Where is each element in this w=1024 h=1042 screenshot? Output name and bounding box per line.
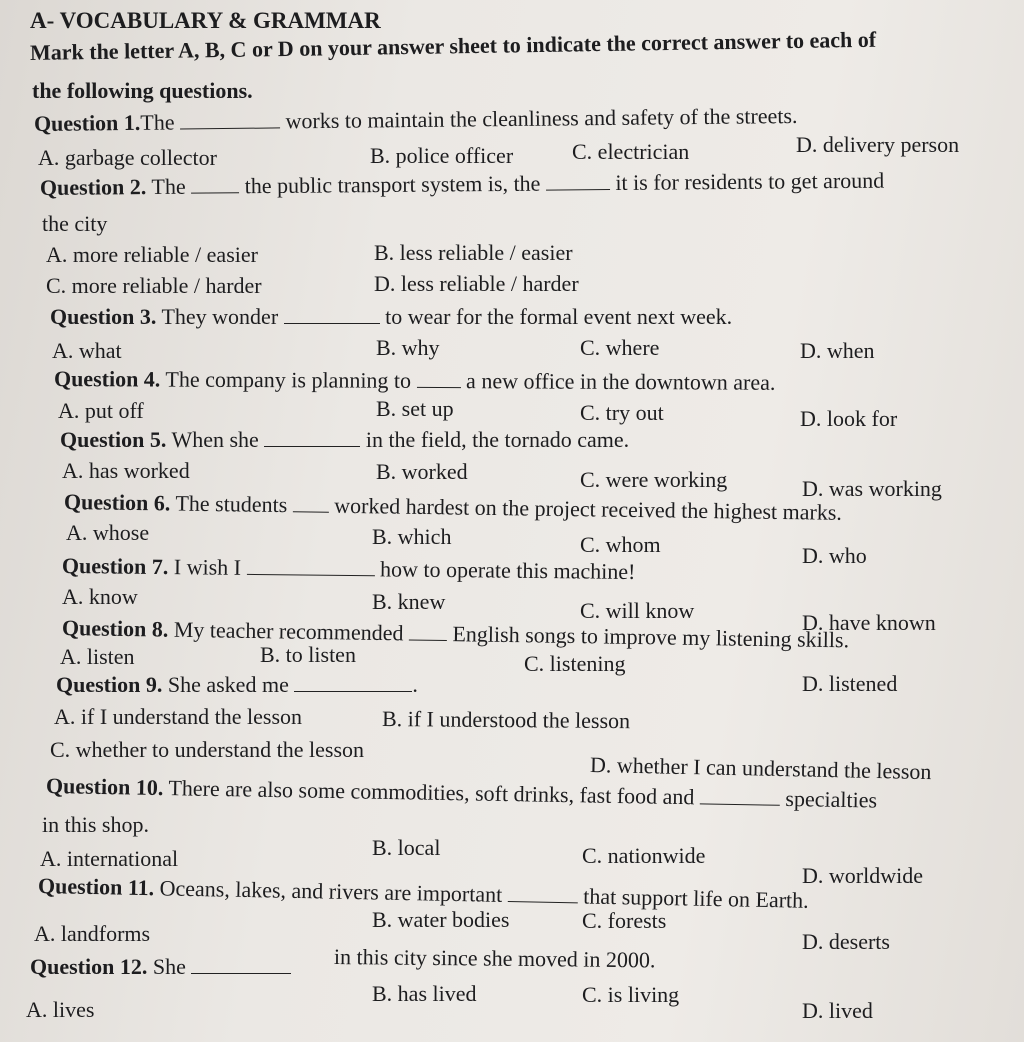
- option-b[interactable]: B. worked: [376, 459, 468, 484]
- answer-blank[interactable]: [294, 673, 412, 692]
- question-9: [56, 672, 418, 698]
- option-a[interactable]: A. landforms: [34, 921, 151, 946]
- question-label: Question 1.: [33, 109, 141, 136]
- answer-blank[interactable]: [508, 883, 578, 903]
- answer-blank[interactable]: [700, 785, 780, 805]
- option-a[interactable]: A. whose: [66, 520, 150, 545]
- answer-blank[interactable]: [546, 171, 610, 191]
- question-text-before: She: [152, 954, 186, 979]
- question-12-after: in this city since she moved in 2000.: [333, 944, 656, 973]
- question-text-mid: the public transport system is, the: [244, 170, 541, 199]
- question-4: [54, 366, 776, 396]
- option-d[interactable]: D. when: [800, 338, 875, 363]
- answer-blank[interactable]: [409, 621, 447, 641]
- question-text-after: that support life on Earth.: [583, 883, 809, 913]
- question-label: Question 9.: [56, 672, 163, 697]
- option-c[interactable]: C. nationwide: [582, 843, 706, 868]
- answer-blank[interactable]: [191, 174, 239, 193]
- answer-blank[interactable]: [191, 955, 291, 974]
- section-title: A- VOCABULARY & GRAMMAR: [30, 8, 381, 33]
- answer-blank[interactable]: [180, 109, 280, 129]
- option-b[interactable]: B. set up: [376, 396, 454, 421]
- question-label: Question 8.: [61, 615, 169, 642]
- answer-blank[interactable]: [293, 493, 329, 513]
- option-c[interactable]: C. listening: [524, 651, 626, 676]
- option-d[interactable]: D. look for: [800, 406, 898, 431]
- question-5: [60, 427, 629, 453]
- option-b[interactable]: B. why: [376, 335, 440, 360]
- question-2-continuation: the city: [42, 211, 108, 236]
- option-a[interactable]: A. what: [52, 338, 122, 363]
- question-label: Question 11.: [37, 873, 155, 901]
- option-d[interactable]: D. delivery person: [796, 132, 960, 157]
- option-b[interactable]: B. water bodies: [372, 907, 510, 932]
- question-6: [64, 489, 842, 526]
- question-label: Question 12.: [30, 954, 148, 979]
- question-text-after: in the field, the tornado came.: [365, 427, 630, 452]
- option-d[interactable]: D. worldwide: [802, 863, 923, 888]
- option-c[interactable]: C. electrician: [572, 139, 690, 164]
- question-text-after: works to maintain the cleanliness and safety of the streets.: [285, 103, 798, 134]
- option-b[interactable]: B. local: [372, 835, 441, 860]
- option-c[interactable]: C. forests: [582, 908, 667, 933]
- option-a[interactable]: A. lives: [26, 997, 95, 1022]
- question-text-after: worked hardest on the project received the highest marks.: [334, 492, 843, 525]
- option-b[interactable]: B. has lived: [372, 981, 477, 1006]
- answer-blank[interactable]: [246, 556, 374, 576]
- option-d[interactable]: D. deserts: [802, 929, 890, 954]
- question-text-before: She asked me: [167, 672, 289, 697]
- question-text-after: it is for residents to get around: [615, 167, 885, 195]
- option-a[interactable]: A. put off: [58, 398, 144, 423]
- option-b[interactable]: B. to listen: [260, 642, 356, 667]
- answer-blank[interactable]: [264, 428, 360, 447]
- option-a[interactable]: A. know: [62, 584, 138, 609]
- option-d[interactable]: D. who: [802, 543, 867, 568]
- option-c[interactable]: C. will know: [580, 598, 695, 623]
- question-7: [62, 553, 636, 585]
- question-label: Question 6.: [63, 489, 171, 516]
- option-d[interactable]: D. listened: [802, 671, 898, 696]
- answer-blank[interactable]: [417, 369, 461, 388]
- option-b[interactable]: B. less reliable / easier: [374, 240, 573, 265]
- option-c[interactable]: C. were working: [580, 467, 728, 492]
- question-text-before: The: [151, 173, 186, 200]
- question-text-before: I wish I: [173, 554, 242, 580]
- question-text-after: specialties: [785, 785, 878, 813]
- option-b[interactable]: B. knew: [372, 589, 446, 614]
- option-c[interactable]: C. whether to understand the lesson: [50, 737, 365, 762]
- question-text-before: The company is planning to: [165, 366, 412, 393]
- question-text-before: Oceans, lakes, and rivers are important: [159, 875, 503, 907]
- option-a[interactable]: A. garbage collector: [38, 145, 217, 170]
- question-1: [34, 103, 798, 137]
- option-d[interactable]: D. whether I can understand the lesson: [589, 752, 932, 785]
- question-label: Question 5.: [60, 427, 167, 452]
- option-c[interactable]: C. where: [580, 335, 660, 360]
- question-text-after: .: [412, 672, 418, 697]
- question-8: [62, 615, 849, 653]
- option-d[interactable]: D. have known: [802, 610, 936, 635]
- option-c[interactable]: C. whom: [580, 532, 661, 557]
- option-d[interactable]: D. was working: [802, 476, 942, 501]
- option-b[interactable]: B. which: [372, 524, 452, 549]
- option-d[interactable]: D. lived: [802, 998, 873, 1023]
- option-a[interactable]: A. international: [40, 846, 179, 871]
- option-a[interactable]: A. has worked: [62, 458, 190, 483]
- option-c[interactable]: C. try out: [580, 400, 664, 425]
- question-label: Question 3.: [50, 304, 157, 329]
- instruction-line-2: the following questions.: [32, 78, 253, 103]
- option-d[interactable]: D. less reliable / harder: [374, 271, 579, 296]
- question-text-before: There are also some commodities, soft drinks, fast food and: [168, 775, 695, 810]
- option-b[interactable]: B. police officer: [370, 143, 514, 168]
- option-b[interactable]: B. if I understood the lesson: [381, 706, 631, 734]
- question-text-before: The: [140, 109, 175, 135]
- answer-blank[interactable]: [284, 305, 380, 324]
- option-c[interactable]: C. is living: [582, 982, 680, 1007]
- question-3: [50, 304, 732, 330]
- instruction-line-1: Mark the letter A, B, C or D on your answer sheet to indicate the correct answer to each of: [29, 26, 877, 65]
- question-2: [40, 168, 884, 201]
- option-c[interactable]: C. more reliable / harder: [46, 273, 262, 298]
- question-10-continuation: in this shop.: [42, 812, 149, 837]
- question-12: [30, 954, 291, 980]
- question-text-before: The students: [175, 490, 288, 518]
- option-a[interactable]: A. if I understand the lesson: [54, 704, 303, 729]
- question-label: Question 7.: [61, 553, 169, 580]
- question-text-after: how to operate this machine!: [379, 556, 636, 585]
- question-text-before: My teacher recommended: [173, 616, 404, 646]
- question-text-before: They wonder: [161, 304, 279, 329]
- question-text-after: English songs to improve my listening skills.: [452, 621, 850, 653]
- option-a[interactable]: A. listen: [60, 644, 135, 669]
- question-text-after: to wear for the formal event next week.: [385, 304, 733, 329]
- question-label: Question 4.: [53, 366, 161, 392]
- question-text-after: a new office in the downtown area.: [466, 368, 776, 395]
- question-label: Question 10.: [45, 773, 164, 801]
- option-a[interactable]: A. more reliable / easier: [46, 242, 258, 267]
- question-label: Question 2.: [39, 174, 147, 200]
- question-text-before: When she: [171, 427, 259, 452]
